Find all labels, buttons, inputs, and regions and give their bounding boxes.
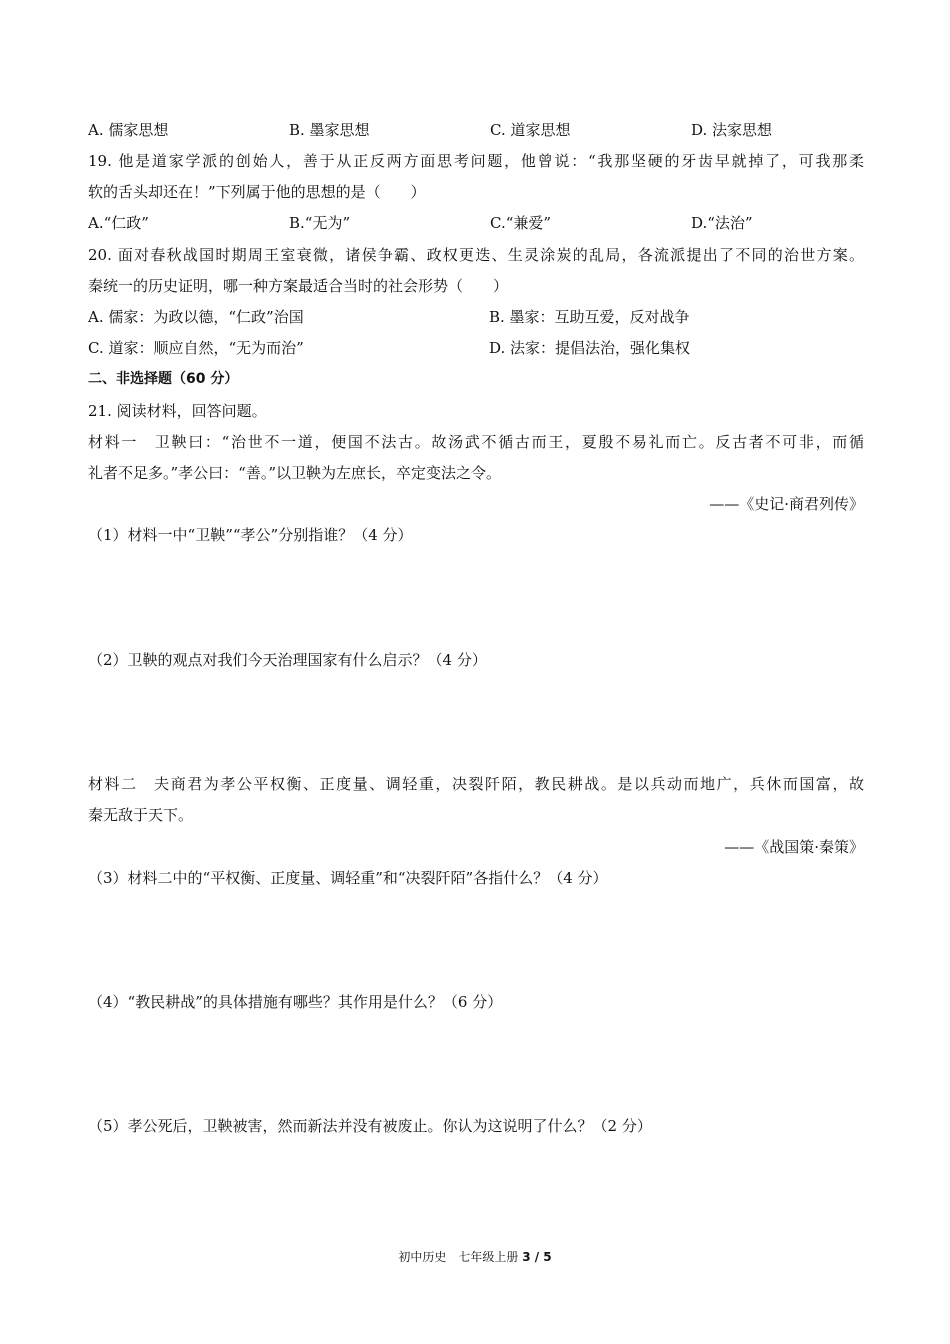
q19-option-b: B.“无为” (289, 214, 351, 232)
q18-option-d: D. 法家思想 (691, 121, 773, 139)
q21-stem: 21. 阅读材料，回答问题。 (88, 402, 267, 420)
material2-line2: 秦无敌于天下。 (88, 806, 194, 824)
q18-option-b: B. 墨家思想 (289, 121, 370, 139)
q19-option-c: C.“兼爱” (490, 214, 552, 232)
q21-sub5: （5）孝公死后，卫鞅被害，然而新法并没有被废止。你认为这说明了什么？（2 分） (88, 1117, 652, 1135)
q19-option-d: D.“法治” (691, 214, 753, 232)
q19-options (88, 213, 864, 233)
material1-line1: 材料一 卫鞅曰：“治世不一道，便国不法古。故汤武不循古而王，夏殷不易礼而亡。反古者不可非，而循 (88, 433, 864, 451)
q18-option-a: A. 儒家思想 (88, 121, 169, 139)
q19-stem-line2: 软的舌头却还在！”下列属于他的思想的是（ ） (88, 183, 426, 201)
q21-sub4: （4）“教民耕战”的具体措施有哪些？其作用是什么？（6 分） (88, 993, 503, 1011)
q19-option-a: A.“仁政” (88, 214, 149, 232)
q20-stem-line1: 20. 面对春秋战国时期周王室衰微，诸侯争霸、政权更迭、生灵涂炭的乱局，各流派提出了不同的治世方案。 (88, 246, 864, 264)
q20-options-row1 (88, 307, 864, 327)
q20-option-d: D. 法家：提倡法治，强化集权 (489, 339, 691, 357)
q21-sub2: （2）卫鞅的观点对我们今天治理国家有什么启示？（4 分） (88, 651, 487, 669)
q20-option-a: A. 儒家：为政以德，“仁政”治国 (88, 308, 304, 326)
material1-line2: 礼者不足多。”孝公曰：“善。”以卫鞅为左庶长，卒定变法之令。 (88, 464, 502, 482)
q20-options-row2 (88, 338, 864, 358)
material2-line1: 材料二 夫商君为孝公平权衡、正度量、调轻重，决裂阡陌，教民耕战。是以兵动而地广，兵休而国富，故 (88, 775, 864, 793)
q18-option-c: C. 道家思想 (490, 121, 571, 139)
q21-sub1: （1）材料一中“卫鞅”“孝公”分别指谁？（4 分） (88, 526, 413, 544)
q19-stem-line1: 19. 他是道家学派的创始人，善于从正反两方面思考问题，他曾说：“我那坚硬的牙齿早就掉了，可我那柔 (88, 152, 864, 170)
section-heading: 二、非选择题（60 分） (88, 371, 239, 387)
q20-option-b: B. 墨家：互助互爱，反对战争 (489, 308, 690, 326)
q20-stem-line2: 秦统一的历史证明，哪一种方案最适合当时的社会形势（ ） (88, 277, 509, 295)
page-footer (0, 1248, 950, 1266)
material1-source: ——《史记·商君列传》 (709, 495, 864, 513)
footer-page-number: 3 / 5 (522, 1250, 552, 1264)
q18-options (88, 120, 864, 140)
q20-option-c: C. 道家：顺应自然，“无为而治” (88, 339, 304, 357)
material2-source: ——《战国策·秦策》 (724, 838, 864, 856)
q21-sub3: （3）材料二中的“平权衡、正度量、调轻重”和“决裂阡陌”各指什么？（4 分） (88, 869, 608, 887)
footer-course: 初中历史 七年级上册 (398, 1250, 519, 1264)
